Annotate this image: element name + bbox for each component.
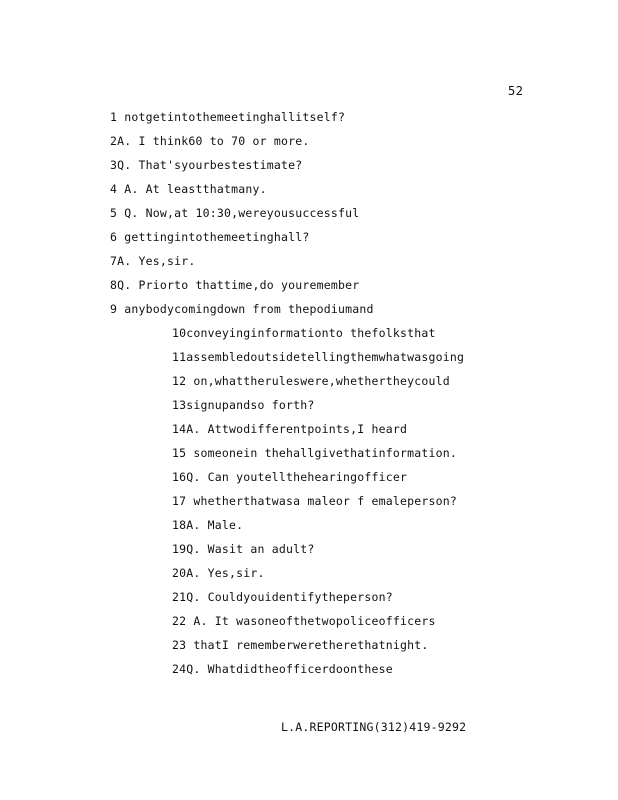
transcript-line: 5 Q. Now,at 10:30,wereyousuccessful [110, 206, 360, 220]
transcript-line: 11assembledoutsidetellingthemwhatwasgoing [172, 350, 465, 364]
transcript-line: 10conveyinginformationto thefolksthat [172, 326, 436, 340]
transcript-line: 1 notgetintothemeetinghallitself? [110, 110, 346, 124]
transcript-line: 3Q. That'syourbestestimate? [110, 158, 303, 172]
transcript-line: 18A. Male. [172, 518, 244, 532]
transcript-line: 22 A. It wasoneofthetwopoliceofficers [172, 614, 436, 628]
transcript-line: 12 on,whattheruleswere,whethertheycould [172, 374, 450, 388]
transcript-line: 23 thatI rememberweretherethatnight. [172, 638, 429, 652]
transcript-line: 13signupandso forth? [172, 398, 315, 412]
transcript-line: 4 A. At leastthatmany. [110, 182, 267, 196]
transcript-line: 24Q. Whatdidtheofficerdoonthese [172, 662, 393, 676]
page-number: 52 [508, 84, 524, 98]
transcript-line: 8Q. Priorto thattime,do youremember [110, 278, 360, 292]
transcript-line: 17 whetherthatwasa maleor f emaleperson? [172, 494, 457, 508]
transcript-line: 9 anybodycomingdown from thepodiumand [110, 302, 374, 316]
transcript-line: 20A. Yes,sir. [172, 566, 265, 580]
footer-reporter: L.A.REPORTING(312)419-9292 [281, 720, 467, 734]
transcript-line: 6 gettingintothemeetinghall? [110, 230, 310, 244]
transcript-line: 19Q. Wasit an adult? [172, 542, 315, 556]
transcript-line: 16Q. Can youtellthehearingofficer [172, 470, 408, 484]
transcript-line: 21Q. Couldyouidentifytheperson? [172, 590, 393, 604]
transcript-line: 2A. I think60 to 70 or more. [110, 134, 310, 148]
transcript-line: 7A. Yes,sir. [110, 254, 196, 268]
transcript-line: 14A. Attwodifferentpoints,I heard [172, 422, 408, 436]
transcript-line: 15 someonein thehallgivethatinformation. [172, 446, 457, 460]
